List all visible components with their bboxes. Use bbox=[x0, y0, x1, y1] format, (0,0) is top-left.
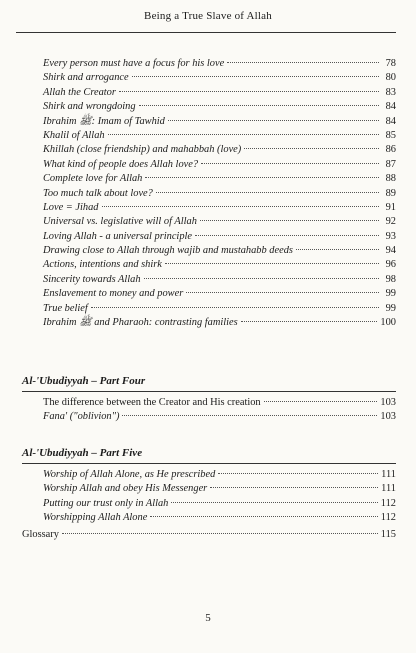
toc-entry[interactable] bbox=[16, 187, 396, 201]
toc-entry-title: Loving Allah - a universal principle bbox=[43, 230, 193, 242]
toc-entry[interactable] bbox=[16, 71, 396, 85]
toc-entry-glossary[interactable] bbox=[16, 528, 396, 542]
toc-entry-page: 88 bbox=[385, 173, 396, 185]
toc-entry-title: True belief bbox=[43, 302, 88, 314]
toc-part-four bbox=[16, 374, 396, 425]
toc-entry-title: Love = Jihad bbox=[43, 201, 99, 213]
toc-entry[interactable] bbox=[16, 230, 396, 244]
toc-entry-title: Ibrahim ﷺ: Imam of Tawhid bbox=[43, 115, 165, 127]
toc-entry-title: Universal vs. legislative will of Allah bbox=[43, 216, 197, 228]
dot-leader bbox=[165, 263, 379, 264]
toc-entry-title: Worshipping Allah Alone bbox=[43, 512, 148, 524]
toc-entry-title: Enslavement to money and power bbox=[43, 288, 184, 300]
toc-entry-title: Fana' ("oblivion") bbox=[43, 411, 120, 423]
dot-leader bbox=[62, 533, 378, 534]
dot-leader bbox=[145, 177, 379, 178]
toc-entry-page: 80 bbox=[385, 72, 396, 84]
toc-entry-title: Glossary bbox=[22, 529, 59, 540]
dot-leader bbox=[264, 401, 378, 402]
dot-leader bbox=[119, 91, 379, 92]
toc-entry-page: 96 bbox=[385, 259, 396, 271]
toc-entry-page: 115 bbox=[380, 529, 396, 540]
dot-leader bbox=[144, 278, 379, 279]
toc-entry[interactable] bbox=[16, 172, 396, 186]
toc-entry[interactable] bbox=[16, 57, 396, 71]
dot-leader bbox=[102, 206, 380, 207]
dot-leader bbox=[227, 62, 379, 63]
toc-entry-title: Worship Allah and obey His Messenger bbox=[43, 483, 208, 495]
part-five-heading: Al-'Ubudiyyah – Part Five bbox=[22, 447, 143, 459]
toc-entry[interactable] bbox=[16, 115, 396, 129]
toc-entry-page: 99 bbox=[385, 302, 396, 314]
dot-leader bbox=[171, 502, 377, 503]
dot-leader bbox=[201, 163, 379, 164]
toc-entry-page: 103 bbox=[380, 411, 396, 423]
toc-entry-title: The difference between the Creator and His creation bbox=[43, 397, 261, 408]
dot-leader bbox=[296, 249, 379, 250]
toc-entry[interactable] bbox=[16, 497, 396, 511]
toc-entry-page: 84 bbox=[385, 115, 396, 127]
toc-entry-page: 93 bbox=[385, 230, 396, 242]
toc-entry-page: 111 bbox=[381, 483, 396, 495]
toc-entry-page: 91 bbox=[385, 201, 396, 213]
toc-entry[interactable] bbox=[16, 143, 396, 157]
toc-entry[interactable] bbox=[16, 129, 396, 143]
dot-leader bbox=[139, 105, 379, 106]
toc-part-five bbox=[16, 446, 396, 526]
dot-leader bbox=[195, 235, 379, 236]
toc-entry[interactable] bbox=[16, 287, 396, 301]
dot-leader bbox=[168, 120, 379, 121]
toc-entry-title: Too much talk about love? bbox=[43, 187, 153, 199]
part-five-rule bbox=[22, 463, 396, 464]
toc-entry[interactable] bbox=[16, 396, 396, 410]
toc-entry[interactable] bbox=[16, 201, 396, 215]
toc-entry[interactable] bbox=[16, 511, 396, 525]
toc-entry-page: 112 bbox=[380, 512, 396, 524]
page-number: 5 bbox=[205, 612, 211, 624]
toc-entry-page: 89 bbox=[385, 187, 396, 199]
dot-leader bbox=[244, 148, 379, 149]
toc-entry-page: 84 bbox=[385, 101, 396, 113]
toc-entry-title: Worship of Allah Alone, as He prescribed bbox=[43, 469, 216, 480]
toc-entry-page: 87 bbox=[385, 158, 396, 170]
dot-leader bbox=[150, 516, 377, 517]
dot-leader bbox=[132, 76, 379, 77]
toc-entry[interactable] bbox=[16, 100, 396, 114]
toc-entry-page: 111 bbox=[381, 469, 396, 480]
dot-leader bbox=[241, 321, 378, 322]
toc-entry[interactable] bbox=[16, 215, 396, 229]
toc-entry[interactable] bbox=[16, 410, 396, 424]
dot-leader bbox=[108, 134, 379, 135]
dot-leader bbox=[91, 307, 379, 308]
toc-entry-page: 85 bbox=[385, 129, 396, 141]
toc-entry-page: 112 bbox=[380, 497, 396, 509]
toc-section-continued bbox=[16, 57, 396, 330]
toc-entry-title: Shirk and wrongdoing bbox=[43, 101, 136, 113]
toc-entry-page: 92 bbox=[385, 216, 396, 228]
dot-leader bbox=[186, 292, 379, 293]
toc-entry[interactable] bbox=[16, 258, 396, 272]
toc-entry[interactable] bbox=[16, 302, 396, 316]
toc-entry-page: 86 bbox=[385, 144, 396, 156]
toc-entry-page: 78 bbox=[385, 58, 396, 69]
part-four-rule bbox=[22, 391, 396, 392]
toc-entry-page: 103 bbox=[380, 397, 396, 408]
toc-entry-title: Putting our trust only in Allah bbox=[43, 497, 169, 509]
toc-entry[interactable] bbox=[16, 316, 396, 330]
toc-entry-page: 100 bbox=[380, 317, 396, 329]
toc-entry-title: Khalil of Allah bbox=[43, 129, 105, 141]
toc-entry[interactable] bbox=[16, 468, 396, 482]
toc-entry-title: Khillah (close friendship) and mahabbah (love) bbox=[43, 144, 242, 156]
toc-glossary bbox=[16, 528, 396, 542]
toc-entry-title: Shirk and arrogance bbox=[43, 72, 129, 84]
dot-leader bbox=[156, 192, 379, 193]
dot-leader bbox=[122, 415, 377, 416]
dot-leader bbox=[218, 473, 378, 474]
toc-entry-page: 98 bbox=[385, 273, 396, 285]
toc-entry-page: 99 bbox=[385, 288, 396, 300]
toc-entry[interactable] bbox=[16, 482, 396, 496]
toc-entry-title: What kind of people does Allah love? bbox=[43, 158, 199, 170]
toc-entry-title: Complete love for Allah bbox=[43, 173, 143, 185]
toc-entry-title: Sincerity towards Allah bbox=[43, 273, 141, 285]
running-head: Being a True Slave of Allah bbox=[144, 10, 272, 22]
toc-entry-title: Every person must have a focus for his love bbox=[43, 58, 225, 69]
toc-entry-title: Actions, intentions and shirk bbox=[43, 259, 162, 271]
dot-leader bbox=[200, 220, 379, 221]
toc-entry[interactable] bbox=[16, 86, 396, 100]
header-rule bbox=[16, 32, 396, 33]
part-four-heading: Al-'Ubudiyyah – Part Four bbox=[22, 375, 146, 387]
toc-entry-page: 83 bbox=[385, 86, 396, 98]
toc-entry[interactable] bbox=[16, 158, 396, 172]
toc-entry-page: 94 bbox=[385, 245, 396, 257]
dot-leader bbox=[210, 487, 378, 488]
toc-entry-title: Ibrahim ﷺ and Pharaoh: contrasting families bbox=[43, 317, 238, 329]
toc-entry[interactable] bbox=[16, 273, 396, 287]
toc-entry-title: Drawing close to Allah through wajib and mustahabb deeds bbox=[43, 245, 293, 257]
toc-entry[interactable] bbox=[16, 244, 396, 258]
toc-entry-title: Allah the Creator bbox=[43, 86, 116, 98]
